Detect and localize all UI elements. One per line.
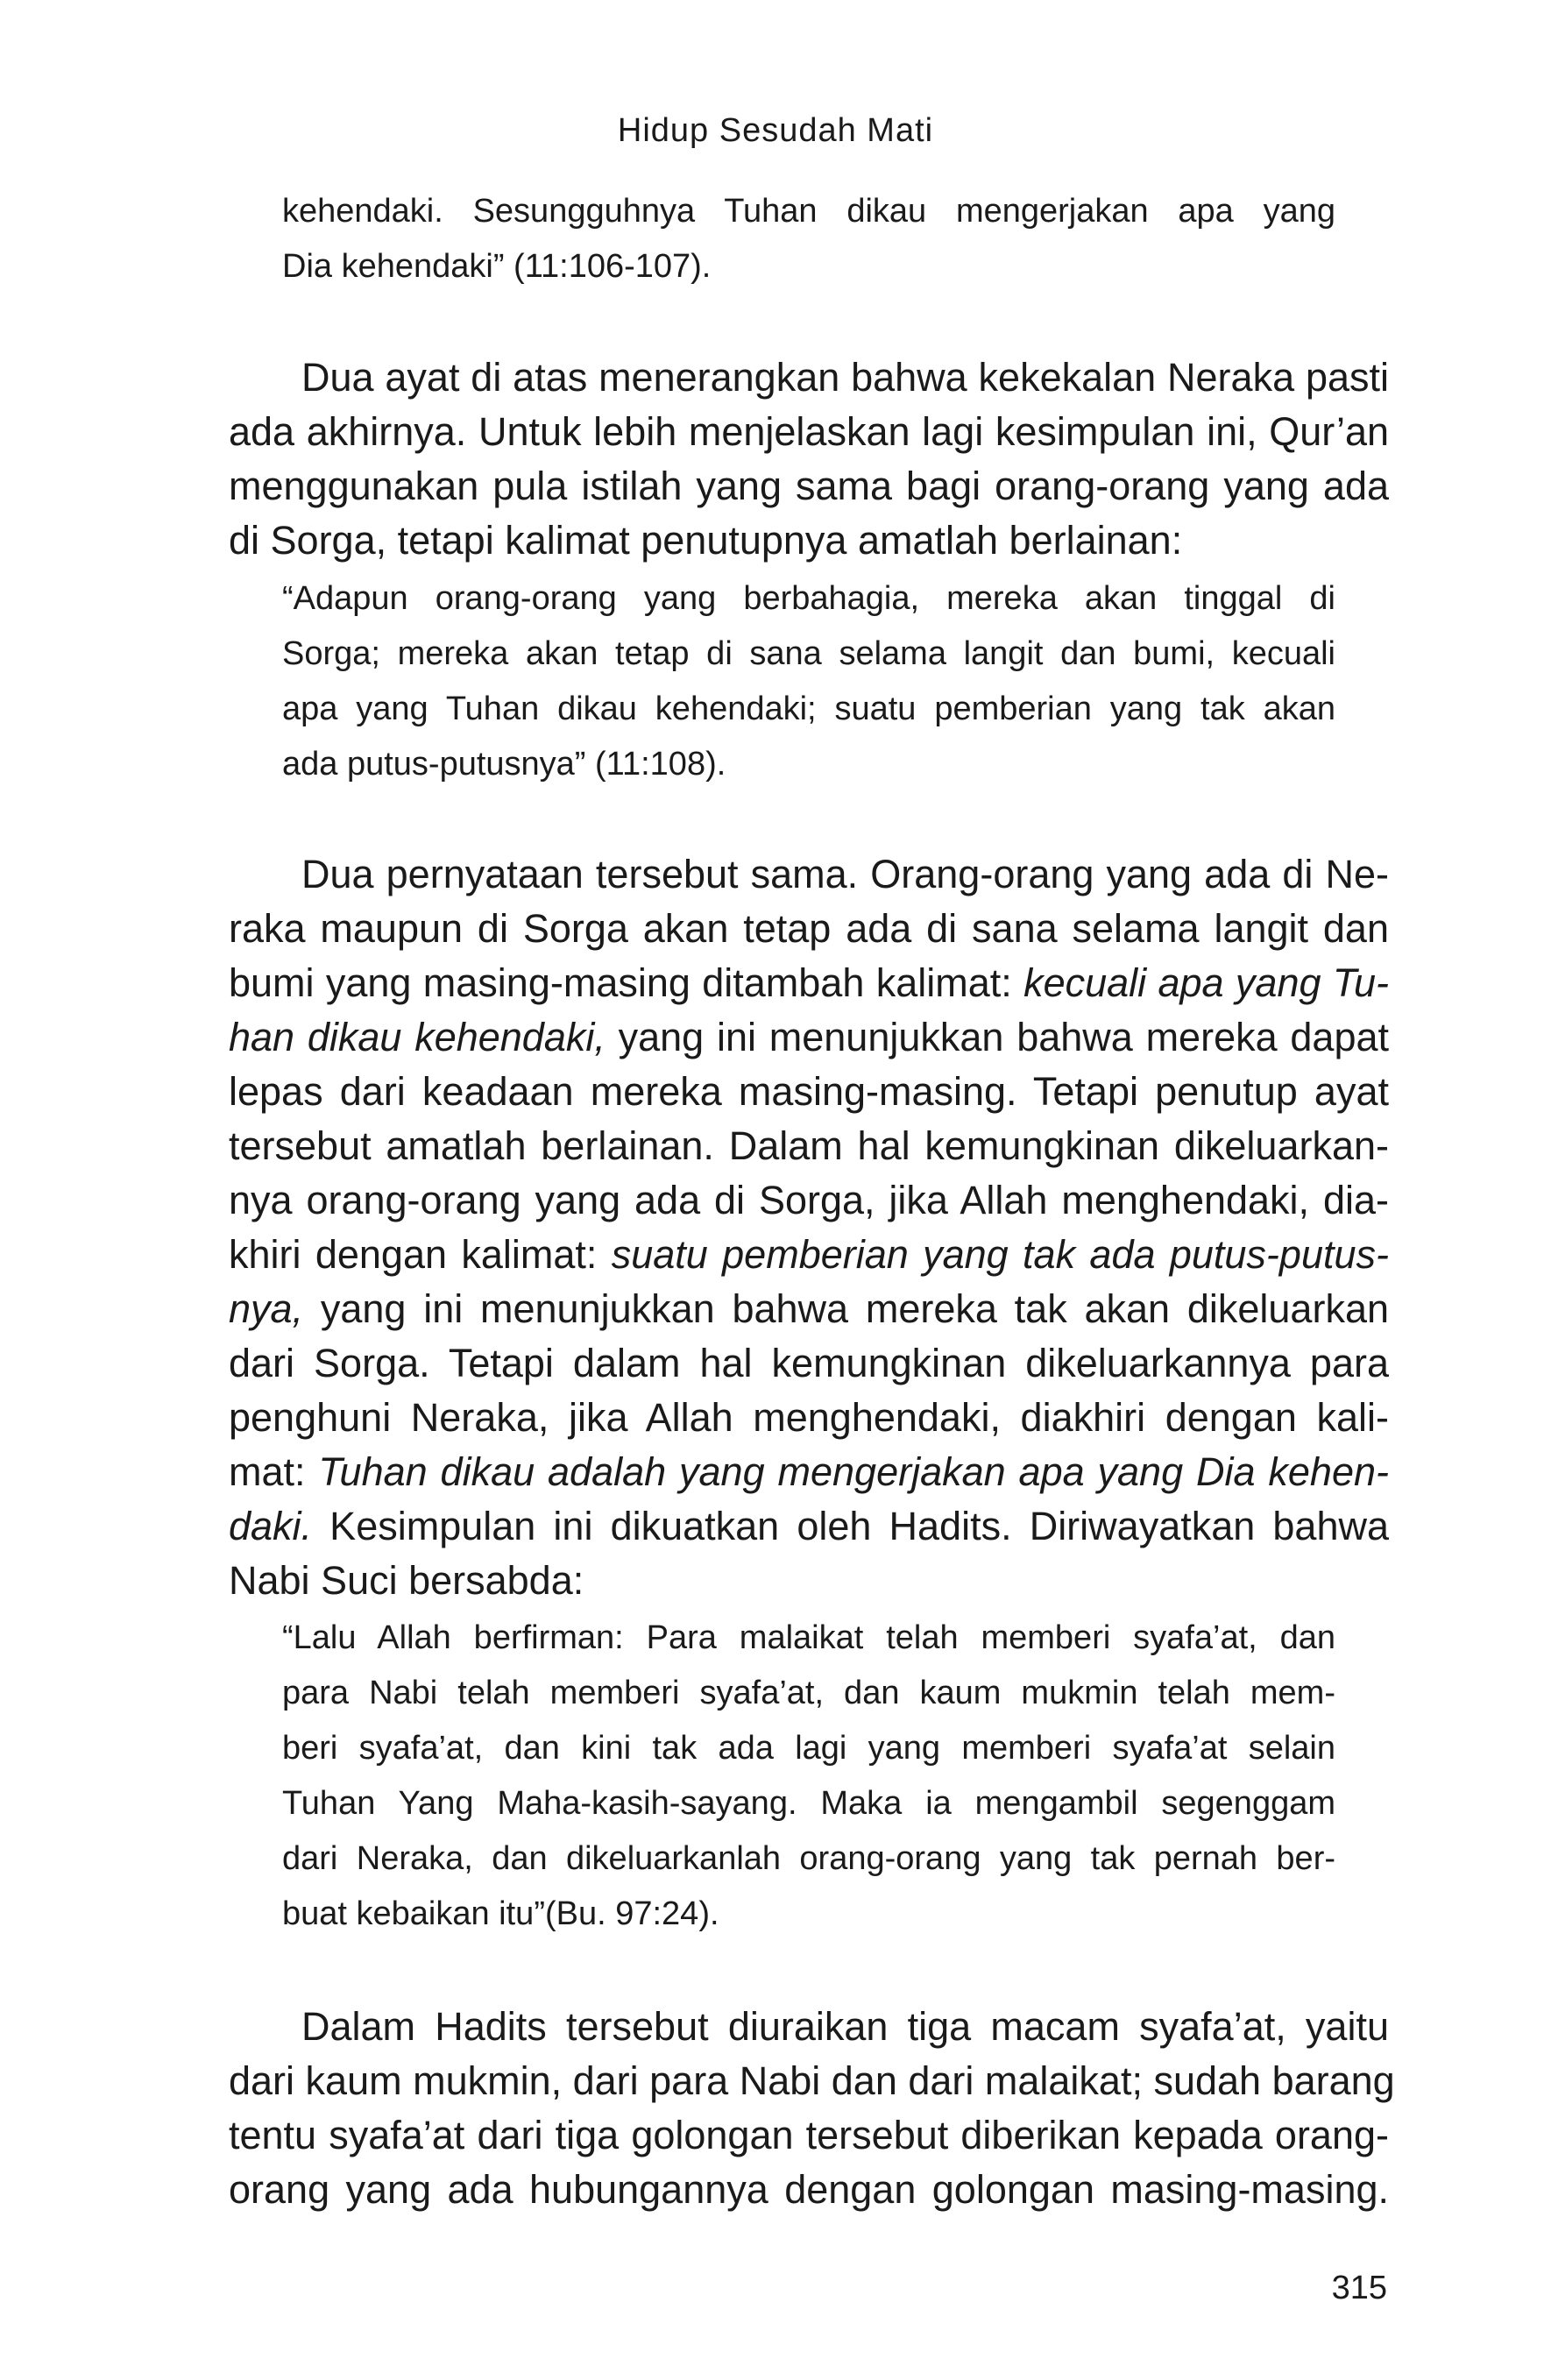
paragraph-line: di Sorga, tetapi kalimat penutupnya amatlah berlainan: <box>229 518 1183 563</box>
italic-run: han dikau kehendaki, <box>229 1015 606 1059</box>
text-run: khiri dengan kalimat: <box>229 1232 612 1277</box>
paragraph-line <box>229 1228 1389 1282</box>
quote-line: “Adapun orang-orang yang berbahagia, mereka akan tinggal di <box>282 580 1335 617</box>
paragraph-line: tentu syafa’at dari tiga golongan tersebut diberikan kepada orang- <box>229 2113 1389 2157</box>
paragraph <box>229 847 1389 1608</box>
italic-run: daki. <box>229 1504 313 1548</box>
paragraph-line: dari kaum mukmin, dari para Nabi dan dari malaikat; sudah barang <box>229 2058 1395 2103</box>
italic-run: Tuhan dikau adalah yang mengerjakan apa yang Dia kehen- <box>318 1449 1389 1494</box>
paragraph-line <box>229 1010 1389 1065</box>
paragraph-line: Nabi Suci bersabda: <box>229 1558 584 1603</box>
paragraph-line <box>229 1282 1389 1336</box>
quote-line: Tuhan Yang Maha-kasih-sayang. Maka ia mengambil segenggam <box>282 1785 1335 1822</box>
quote-line: beri syafa’at, dan kini tak ada lagi yang memberi syafa’at selain <box>282 1730 1335 1767</box>
quote-line: kehendaki. Sesungguhnya Tuhan dikau mengerjakan apa yang <box>282 193 1335 230</box>
paragraph-line: dari Sorga. Tetapi dalam hal kemungkinan dikeluarkannya para <box>229 1341 1389 1385</box>
paragraph <box>229 351 1389 568</box>
paragraph-line: nya orang-orang yang ada di Sorga, jika Allah menghendaki, dia- <box>229 1178 1389 1222</box>
paragraph-line: menggunakan pula istilah yang sama bagi orang-orang yang ada <box>229 464 1389 508</box>
quote-line: ada putus-putusnya” (11:108). <box>282 746 726 783</box>
paragraph-line: orang yang ada hubungannya dengan golongan masing-masing. <box>229 2167 1389 2212</box>
paragraph-line: raka maupun di Sorga akan tetap ada di sana selama langit dan <box>229 906 1389 951</box>
quote-line: buat kebaikan itu”(Bu. 97:24). <box>282 1895 719 1932</box>
italic-run: nya, <box>229 1286 304 1331</box>
quote-line: para Nabi telah memberi syafa’at, dan kaum mukmin telah mem- <box>282 1675 1335 1711</box>
quote-line: “Lalu Allah berfirman: Para malaikat telah memberi syafa’at, dan <box>282 1619 1335 1656</box>
paragraph-line: penghuni Neraka, jika Allah menghendaki, diakhiri dengan kali- <box>229 1395 1389 1440</box>
text-run: mat: <box>229 1449 319 1494</box>
paragraph-line <box>229 1445 1389 1499</box>
quote-line: dari Neraka, dan dikeluarkanlah orang-orang yang tak pernah ber- <box>282 1840 1335 1877</box>
quote-block <box>282 571 1335 792</box>
quote-block <box>282 184 1335 294</box>
quote-line: Dia kehendaki” (11:106-107). <box>282 248 712 285</box>
text-run: Kesimpulan ini dikuatkan oleh Hadits. Diriwayatkan bahwa <box>312 1504 1389 1548</box>
paragraph-line <box>229 1499 1389 1554</box>
quote-line: Sorga; mereka akan tetap di sana selama langit dan bumi, kecuali <box>282 635 1335 672</box>
paragraph-line: Dua ayat di atas menerangkan bahwa kekekalan Neraka pasti <box>301 355 1389 400</box>
text-run: yang ini menunjukkan bahwa mereka tak akan dikeluarkan <box>303 1286 1389 1331</box>
paragraph-line <box>229 956 1389 1010</box>
quote-block <box>282 1611 1335 1942</box>
text-run: bumi yang masing-masing ditambah kalimat: <box>229 960 1024 1005</box>
paragraph-line: ada akhirnya. Untuk lebih menjelaskan lagi kesimpulan ini, Qur’an <box>229 409 1389 454</box>
italic-run: suatu pemberian yang tak ada putus-putus- <box>611 1232 1389 1277</box>
paragraph <box>229 2000 1395 2217</box>
paragraph-line: tersebut amatlah berlainan. Dalam hal kemungkinan dikeluarkan- <box>229 1123 1389 1168</box>
quote-line: apa yang Tuhan dikau kehendaki; suatu pemberian yang tak akan <box>282 691 1335 727</box>
page-number: 315 <box>1331 2270 1387 2306</box>
paragraph-line: Dalam Hadits tersebut diuraikan tiga macam syafa’at, yaitu <box>301 2004 1389 2049</box>
paragraph-line: Dua pernyataan tersebut sama. Orang-orang yang ada di Ne- <box>301 852 1389 896</box>
text-run: yang ini menunjukkan bahwa mereka dapat <box>605 1015 1389 1059</box>
italic-run: kecuali apa yang Tu- <box>1023 960 1390 1005</box>
running-head: Hidup Sesudah Mati <box>617 112 934 149</box>
paragraph-line: lepas dari keadaan mereka masing-masing. Tetapi penutup ayat <box>229 1069 1389 1114</box>
